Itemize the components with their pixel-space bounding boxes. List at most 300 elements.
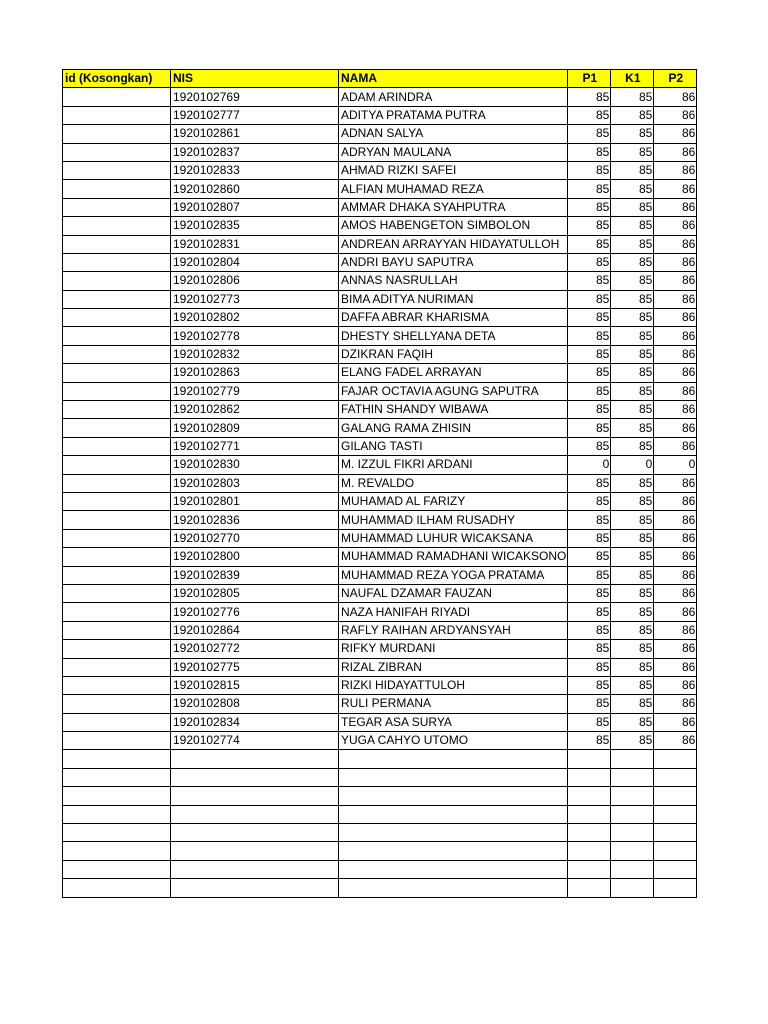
cell-p1[interactable]: 85 (568, 566, 611, 584)
cell-nama[interactable]: AHMAD RIZKI SAFEI (339, 161, 568, 179)
cell-nama[interactable]: GALANG RAMA ZHISIN (339, 419, 568, 437)
cell-p2[interactable]: 86 (654, 584, 697, 602)
cell-p2[interactable] (654, 768, 697, 786)
cell-k1[interactable] (611, 860, 654, 878)
cell-nama[interactable]: NAUFAL DZAMAR FAUZAN (339, 584, 568, 602)
cell-p1[interactable] (568, 824, 611, 842)
cell-p1[interactable]: 85 (568, 309, 611, 327)
cell-nama[interactable]: BIMA ADITYA NURIMAN (339, 290, 568, 308)
cell-id[interactable] (63, 327, 171, 345)
cell-id[interactable] (63, 860, 171, 878)
cell-nama[interactable] (339, 750, 568, 768)
table-row (63, 768, 697, 786)
cell-nis[interactable] (171, 787, 339, 805)
cell-k1[interactable]: 85 (611, 695, 654, 713)
cell-nis[interactable]: 1920102862 (171, 401, 339, 419)
cell-nama[interactable]: RAFLY RAIHAN ARDYANSYAH (339, 621, 568, 639)
cell-nama[interactable]: RIFKY MURDANI (339, 640, 568, 658)
cell-nama[interactable]: MUHAMMAD REZA YOGA PRATAMA (339, 566, 568, 584)
cell-p2[interactable]: 86 (654, 676, 697, 694)
cell-nis[interactable]: 1920102778 (171, 327, 339, 345)
cell-id[interactable] (63, 143, 171, 161)
table-row (63, 253, 697, 271)
cell-nama[interactable]: RULI PERMANA (339, 695, 568, 713)
cell-nama[interactable]: AMOS HABENGETON SIMBOLON (339, 217, 568, 235)
cell-nama[interactable]: ADITYA PRATAMA PUTRA (339, 106, 568, 124)
cell-p1[interactable]: 85 (568, 382, 611, 400)
cell-k1[interactable]: 85 (611, 309, 654, 327)
cell-p1[interactable]: 85 (568, 143, 611, 161)
cell-p2[interactable] (654, 860, 697, 878)
table-row (63, 419, 697, 437)
cell-nama[interactable]: M. REVALDO (339, 474, 568, 492)
cell-k1[interactable] (611, 787, 654, 805)
cell-nis[interactable]: 1920102807 (171, 198, 339, 216)
cell-p2[interactable]: 86 (654, 345, 697, 363)
cell-nama[interactable]: TEGAR ASA SURYA (339, 713, 568, 731)
cell-k1[interactable]: 85 (611, 88, 654, 106)
cell-p1[interactable]: 85 (568, 290, 611, 308)
cell-nis[interactable] (171, 805, 339, 823)
cell-id[interactable] (63, 879, 171, 897)
table-row (63, 345, 697, 363)
cell-nama[interactable]: MUHAMMAD ILHAM RUSADHY (339, 511, 568, 529)
cell-nama[interactable]: NAZA HANIFAH RIYADI (339, 603, 568, 621)
cell-p1[interactable] (568, 879, 611, 897)
table-row (63, 161, 697, 179)
cell-id[interactable] (63, 732, 171, 750)
cell-nis[interactable]: 1920102773 (171, 290, 339, 308)
cell-id[interactable] (63, 437, 171, 455)
cell-nama[interactable]: DHESTY SHELLYANA DETA (339, 327, 568, 345)
cell-nama[interactable]: RIZAL ZIBRAN (339, 658, 568, 676)
cell-p2[interactable]: 86 (654, 272, 697, 290)
cell-id[interactable] (63, 272, 171, 290)
cell-nis[interactable]: 1920102775 (171, 658, 339, 676)
table-row (63, 272, 697, 290)
cell-nis[interactable]: 1920102772 (171, 640, 339, 658)
header-nis[interactable]: NIS (171, 70, 339, 88)
cell-id[interactable] (63, 640, 171, 658)
cell-id[interactable] (63, 658, 171, 676)
cell-id[interactable] (63, 713, 171, 731)
cell-nama[interactable] (339, 824, 568, 842)
header-k1[interactable]: K1 (611, 70, 654, 88)
cell-p1[interactable]: 85 (568, 364, 611, 382)
cell-p1[interactable]: 85 (568, 584, 611, 602)
cell-id[interactable] (63, 419, 171, 437)
table-row (63, 511, 697, 529)
cell-p1[interactable] (568, 787, 611, 805)
cell-p1[interactable]: 85 (568, 88, 611, 106)
cell-p2[interactable]: 86 (654, 88, 697, 106)
cell-k1[interactable]: 85 (611, 235, 654, 253)
cell-k1[interactable]: 85 (611, 640, 654, 658)
cell-p1[interactable]: 85 (568, 272, 611, 290)
table-row (63, 658, 697, 676)
cell-p1[interactable]: 85 (568, 695, 611, 713)
cell-p2[interactable]: 86 (654, 474, 697, 492)
cell-k1[interactable]: 85 (611, 584, 654, 602)
cell-nama[interactable]: ADNAN SALYA (339, 125, 568, 143)
cell-p1[interactable]: 85 (568, 548, 611, 566)
cell-p2[interactable]: 86 (654, 437, 697, 455)
cell-nis[interactable]: 1920102835 (171, 217, 339, 235)
table-row (63, 713, 697, 731)
cell-k1[interactable]: 85 (611, 658, 654, 676)
cell-p2[interactable]: 86 (654, 548, 697, 566)
cell-nis[interactable]: 1920102806 (171, 272, 339, 290)
cell-p1[interactable]: 85 (568, 732, 611, 750)
cell-p2[interactable]: 86 (654, 382, 697, 400)
cell-nis[interactable] (171, 879, 339, 897)
cell-nis[interactable]: 1920102860 (171, 180, 339, 198)
cell-nama[interactable]: RIZKI HIDAYATTULOH (339, 676, 568, 694)
cell-p1[interactable]: 85 (568, 401, 611, 419)
cell-p2[interactable]: 86 (654, 713, 697, 731)
cell-nis[interactable]: 1920102809 (171, 419, 339, 437)
cell-nis[interactable]: 1920102801 (171, 492, 339, 510)
header-id[interactable]: id (Kosongkan) (63, 70, 171, 88)
cell-k1[interactable]: 85 (611, 621, 654, 639)
cell-nama[interactable]: MUHAMMAD RAMADHANI WICAKSONO (339, 548, 568, 566)
cell-p1[interactable]: 85 (568, 676, 611, 694)
cell-p1[interactable]: 85 (568, 474, 611, 492)
cell-p2[interactable]: 86 (654, 732, 697, 750)
cell-id[interactable] (63, 584, 171, 602)
cell-nama[interactable]: ADAM ARINDRA (339, 88, 568, 106)
cell-k1[interactable]: 85 (611, 161, 654, 179)
table-row (63, 217, 697, 235)
cell-k1[interactable]: 85 (611, 492, 654, 510)
cell-nis[interactable] (171, 842, 339, 860)
cell-nis[interactable] (171, 750, 339, 768)
cell-id[interactable] (63, 345, 171, 363)
cell-p1[interactable]: 85 (568, 529, 611, 547)
cell-nis[interactable]: 1920102804 (171, 253, 339, 271)
table-row (63, 695, 697, 713)
cell-nis[interactable]: 1920102779 (171, 382, 339, 400)
cell-id[interactable] (63, 842, 171, 860)
cell-nis[interactable]: 1920102831 (171, 235, 339, 253)
cell-nis[interactable]: 1920102774 (171, 732, 339, 750)
cell-k1[interactable]: 85 (611, 143, 654, 161)
cell-nama[interactable]: MUHAMMAD LUHUR WICAKSANA (339, 529, 568, 547)
cell-id[interactable] (63, 474, 171, 492)
cell-nis[interactable]: 1920102815 (171, 676, 339, 694)
cell-p1[interactable]: 85 (568, 603, 611, 621)
cell-k1[interactable]: 85 (611, 676, 654, 694)
cell-p2[interactable]: 86 (654, 603, 697, 621)
cell-p2[interactable]: 86 (654, 621, 697, 639)
cell-id[interactable] (63, 621, 171, 639)
cell-k1[interactable]: 85 (611, 401, 654, 419)
cell-id[interactable] (63, 566, 171, 584)
cell-p1[interactable] (568, 750, 611, 768)
cell-nis[interactable] (171, 768, 339, 786)
table-row (63, 824, 697, 842)
cell-nis[interactable]: 1920102805 (171, 584, 339, 602)
cell-p2[interactable]: 86 (654, 290, 697, 308)
cell-p2[interactable]: 86 (654, 180, 697, 198)
cell-nama[interactable]: ANDRI BAYU SAPUTRA (339, 253, 568, 271)
cell-p2[interactable]: 86 (654, 235, 697, 253)
cell-nis[interactable]: 1920102777 (171, 106, 339, 124)
table-row (63, 106, 697, 124)
cell-k1[interactable] (611, 750, 654, 768)
cell-nama[interactable]: FATHIN SHANDY WIBAWA (339, 401, 568, 419)
cell-p1[interactable]: 85 (568, 235, 611, 253)
cell-k1[interactable] (611, 768, 654, 786)
cell-p2[interactable]: 86 (654, 566, 697, 584)
cell-p2[interactable]: 86 (654, 106, 697, 124)
cell-id[interactable] (63, 364, 171, 382)
cell-p2[interactable]: 86 (654, 492, 697, 510)
cell-id[interactable] (63, 768, 171, 786)
header-row (63, 70, 697, 88)
cell-p2[interactable]: 86 (654, 658, 697, 676)
cell-p1[interactable]: 85 (568, 658, 611, 676)
cell-p1[interactable]: 85 (568, 437, 611, 455)
table-row (63, 235, 697, 253)
cell-nis[interactable]: 1920102776 (171, 603, 339, 621)
cell-p1[interactable]: 85 (568, 106, 611, 124)
cell-p2[interactable]: 0 (654, 456, 697, 474)
cell-p2[interactable]: 86 (654, 401, 697, 419)
cell-nama[interactable] (339, 787, 568, 805)
cell-nama[interactable] (339, 805, 568, 823)
cell-id[interactable] (63, 787, 171, 805)
cell-k1[interactable] (611, 879, 654, 897)
cell-k1[interactable]: 85 (611, 713, 654, 731)
cell-p1[interactable]: 85 (568, 621, 611, 639)
cell-nis[interactable]: 1920102837 (171, 143, 339, 161)
cell-p2[interactable]: 86 (654, 529, 697, 547)
cell-nama[interactable]: ANDREAN ARRAYYAN HIDAYATULLOH (339, 235, 568, 253)
cell-p2[interactable]: 86 (654, 640, 697, 658)
cell-k1[interactable]: 85 (611, 382, 654, 400)
cell-p1[interactable]: 85 (568, 345, 611, 363)
cell-id[interactable] (63, 750, 171, 768)
cell-p2[interactable]: 86 (654, 327, 697, 345)
cell-p1[interactable]: 85 (568, 198, 611, 216)
table-row (63, 125, 697, 143)
cell-nama[interactable]: DAFFA ABRAR KHARISMA (339, 309, 568, 327)
cell-nis[interactable]: 1920102771 (171, 437, 339, 455)
header-p2[interactable]: P2 (654, 70, 697, 88)
table-row (63, 566, 697, 584)
cell-p2[interactable]: 86 (654, 419, 697, 437)
header-nama[interactable]: NAMA (339, 70, 568, 88)
cell-k1[interactable]: 85 (611, 180, 654, 198)
table-row (63, 732, 697, 750)
table-row (63, 529, 697, 547)
cell-p2[interactable]: 86 (654, 253, 697, 271)
cell-p2[interactable]: 86 (654, 364, 697, 382)
cell-id[interactable] (63, 217, 171, 235)
cell-nis[interactable]: 1920102861 (171, 125, 339, 143)
cell-p1[interactable]: 85 (568, 511, 611, 529)
cell-p2[interactable]: 86 (654, 511, 697, 529)
cell-nama[interactable]: FAJAR OCTAVIA AGUNG SAPUTRA (339, 382, 568, 400)
cell-id[interactable] (63, 125, 171, 143)
cell-nama[interactable]: DZIKRAN FAQIH (339, 345, 568, 363)
cell-nis[interactable] (171, 824, 339, 842)
cell-p1[interactable] (568, 805, 611, 823)
cell-id[interactable] (63, 161, 171, 179)
cell-nis[interactable]: 1920102832 (171, 345, 339, 363)
cell-nis[interactable]: 1920102770 (171, 529, 339, 547)
student-score-table (62, 69, 697, 898)
cell-p1[interactable]: 85 (568, 713, 611, 731)
cell-p1[interactable]: 85 (568, 161, 611, 179)
cell-id[interactable] (63, 548, 171, 566)
cell-p2[interactable]: 86 (654, 143, 697, 161)
cell-id[interactable] (63, 456, 171, 474)
cell-k1[interactable]: 85 (611, 345, 654, 363)
cell-k1[interactable]: 85 (611, 290, 654, 308)
table-row (63, 382, 697, 400)
cell-p1[interactable]: 85 (568, 180, 611, 198)
cell-k1[interactable]: 85 (611, 732, 654, 750)
table-row (63, 180, 697, 198)
cell-nama[interactable]: MUHAMAD AL FARIZY (339, 492, 568, 510)
cell-k1[interactable]: 0 (611, 456, 654, 474)
cell-nis[interactable]: 1920102839 (171, 566, 339, 584)
cell-id[interactable] (63, 88, 171, 106)
cell-k1[interactable]: 85 (611, 106, 654, 124)
cell-k1[interactable]: 85 (611, 566, 654, 584)
cell-nis[interactable]: 1920102808 (171, 695, 339, 713)
cell-id[interactable] (63, 401, 171, 419)
cell-id[interactable] (63, 695, 171, 713)
cell-nis[interactable]: 1920102802 (171, 309, 339, 327)
cell-p2[interactable]: 86 (654, 309, 697, 327)
cell-p2[interactable]: 86 (654, 198, 697, 216)
cell-p1[interactable]: 85 (568, 640, 611, 658)
cell-p2[interactable] (654, 842, 697, 860)
cell-p1[interactable]: 85 (568, 125, 611, 143)
cell-nis[interactable]: 1920102769 (171, 88, 339, 106)
cell-nis[interactable] (171, 860, 339, 878)
cell-id[interactable] (63, 603, 171, 621)
cell-p2[interactable]: 86 (654, 217, 697, 235)
cell-k1[interactable]: 85 (611, 125, 654, 143)
table-row (63, 787, 697, 805)
cell-p1[interactable]: 85 (568, 327, 611, 345)
table-row (63, 584, 697, 602)
cell-p1[interactable]: 85 (568, 419, 611, 437)
cell-k1[interactable] (611, 842, 654, 860)
cell-p1[interactable]: 0 (568, 456, 611, 474)
cell-id[interactable] (63, 180, 171, 198)
cell-k1[interactable]: 85 (611, 548, 654, 566)
cell-nama[interactable] (339, 879, 568, 897)
cell-nis[interactable]: 1920102803 (171, 474, 339, 492)
table-row (63, 198, 697, 216)
cell-p2[interactable] (654, 750, 697, 768)
cell-nis[interactable]: 1920102864 (171, 621, 339, 639)
cell-p1[interactable]: 85 (568, 492, 611, 510)
cell-id[interactable] (63, 382, 171, 400)
cell-nama[interactable]: ALFIAN MUHAMAD REZA (339, 180, 568, 198)
cell-k1[interactable] (611, 805, 654, 823)
cell-p2[interactable] (654, 824, 697, 842)
cell-k1[interactable]: 85 (611, 511, 654, 529)
cell-id[interactable] (63, 511, 171, 529)
table-row (63, 603, 697, 621)
cell-nis[interactable]: 1920102830 (171, 456, 339, 474)
cell-p1[interactable]: 85 (568, 253, 611, 271)
cell-p2[interactable]: 86 (654, 161, 697, 179)
cell-nama[interactable]: YUGA CAHYO UTOMO (339, 732, 568, 750)
cell-id[interactable] (63, 529, 171, 547)
cell-k1[interactable]: 85 (611, 529, 654, 547)
cell-id[interactable] (63, 106, 171, 124)
cell-p2[interactable] (654, 805, 697, 823)
cell-k1[interactable]: 85 (611, 474, 654, 492)
cell-p2[interactable]: 86 (654, 695, 697, 713)
cell-nis[interactable]: 1920102863 (171, 364, 339, 382)
cell-nama[interactable]: ADRYAN MAULANA (339, 143, 568, 161)
cell-nama[interactable] (339, 768, 568, 786)
cell-k1[interactable]: 85 (611, 419, 654, 437)
cell-k1[interactable]: 85 (611, 217, 654, 235)
cell-k1[interactable]: 85 (611, 253, 654, 271)
header-p1[interactable]: P1 (568, 70, 611, 88)
cell-p1[interactable]: 85 (568, 217, 611, 235)
cell-nama[interactable]: ELANG FADEL ARRAYAN (339, 364, 568, 382)
cell-p1[interactable] (568, 860, 611, 878)
cell-k1[interactable]: 85 (611, 364, 654, 382)
cell-k1[interactable]: 85 (611, 437, 654, 455)
cell-nis[interactable]: 1920102800 (171, 548, 339, 566)
cell-nis[interactable]: 1920102834 (171, 713, 339, 731)
cell-p1[interactable] (568, 842, 611, 860)
cell-k1[interactable]: 85 (611, 603, 654, 621)
cell-k1[interactable]: 85 (611, 272, 654, 290)
cell-nis[interactable]: 1920102836 (171, 511, 339, 529)
cell-id[interactable] (63, 676, 171, 694)
table-row (63, 456, 697, 474)
cell-p2[interactable] (654, 787, 697, 805)
table-body (63, 88, 697, 897)
cell-id[interactable] (63, 198, 171, 216)
cell-p2[interactable] (654, 879, 697, 897)
cell-id[interactable] (63, 290, 171, 308)
cell-id[interactable] (63, 824, 171, 842)
table-row (63, 548, 697, 566)
cell-k1[interactable]: 85 (611, 327, 654, 345)
cell-k1[interactable] (611, 824, 654, 842)
cell-p2[interactable]: 86 (654, 125, 697, 143)
cell-nama[interactable]: AMMAR DHAKA SYAHPUTRA (339, 198, 568, 216)
cell-k1[interactable]: 85 (611, 198, 654, 216)
table-row (63, 88, 697, 106)
cell-nama[interactable]: M. IZZUL FIKRI ARDANI (339, 456, 568, 474)
cell-nama[interactable]: ANNAS NASRULLAH (339, 272, 568, 290)
cell-id[interactable] (63, 309, 171, 327)
cell-nis[interactable]: 1920102833 (171, 161, 339, 179)
cell-id[interactable] (63, 253, 171, 271)
cell-id[interactable] (63, 235, 171, 253)
cell-nama[interactable]: GILANG TASTI (339, 437, 568, 455)
cell-nama[interactable] (339, 860, 568, 878)
cell-id[interactable] (63, 492, 171, 510)
cell-nama[interactable] (339, 842, 568, 860)
cell-p1[interactable] (568, 768, 611, 786)
cell-id[interactable] (63, 805, 171, 823)
